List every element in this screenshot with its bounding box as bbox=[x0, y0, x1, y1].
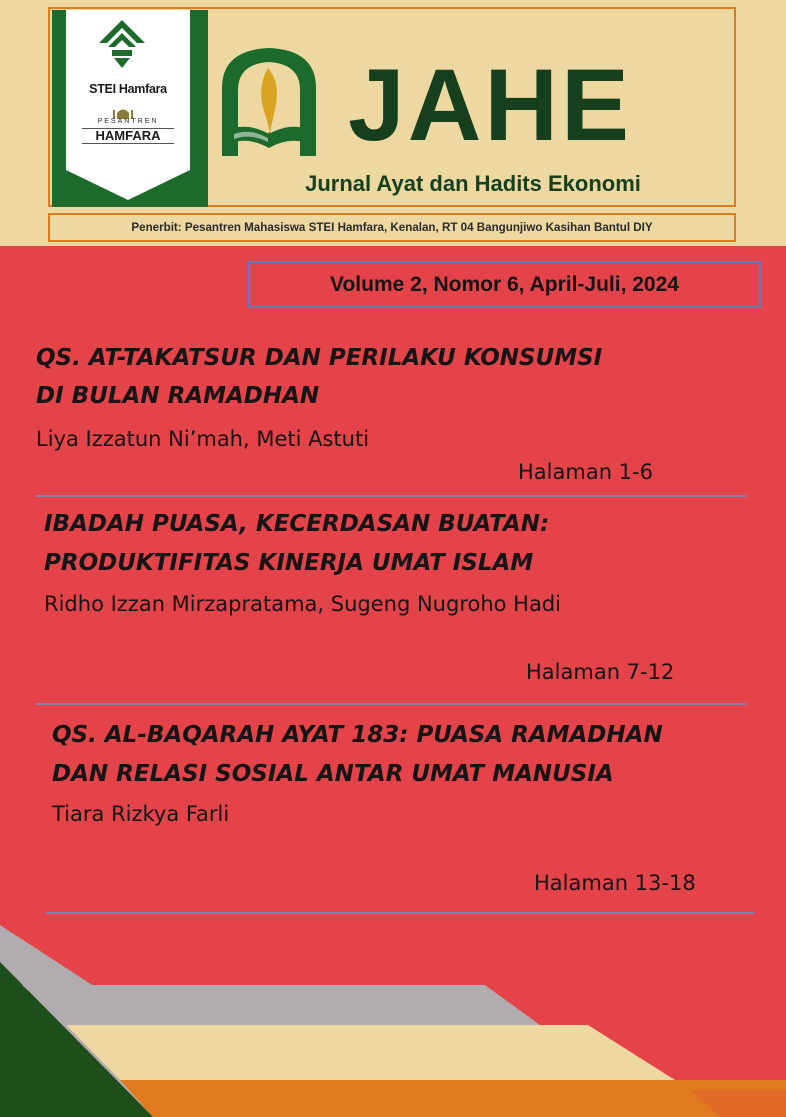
article-3-title-line-1: QS. AL-BAQARAH AYAT 183: PUASA RAMADHAN bbox=[52, 722, 663, 748]
article-1-pages: Halaman 1-6 bbox=[518, 460, 653, 484]
article-1-title-line-2: DI BULAN RAMADHAN bbox=[36, 383, 320, 409]
logo-hamfara-label: HAMFARA bbox=[82, 128, 174, 144]
article-divider-3 bbox=[46, 912, 754, 914]
journal-full-name: Jurnal Ayat dan Hadits Ekonomi bbox=[305, 171, 641, 196]
bottom-decorative-shapes bbox=[0, 925, 786, 1117]
article-2-authors: Ridho Izzan Mirzapratama, Sugeng Nugroho Hadi bbox=[44, 592, 562, 616]
stei-hamfara-logo-icon bbox=[99, 20, 145, 80]
jahe-emblem-icon bbox=[208, 44, 330, 158]
logo-pesantren-label: PESANTREN bbox=[97, 118, 159, 125]
article-1-title-line-1: QS. AT-TAKATSUR DAN PERILAKU KONSUMSI bbox=[36, 345, 603, 371]
article-2-pages: Halaman 7-12 bbox=[526, 660, 675, 684]
journal-acronym-title: JAHE bbox=[348, 48, 633, 162]
issue-volume-label: Volume 2, Nomor 6, April-Juli, 2024 bbox=[248, 261, 761, 308]
logo-institution-label: STEI Hamfara bbox=[89, 82, 167, 96]
article-2-title-line-1: IBADAH PUASA, KECERDASAN BUATAN: bbox=[44, 511, 550, 537]
article-3-pages: Halaman 13-18 bbox=[534, 871, 696, 895]
article-1-authors: Liya Izzatun Ni’mah, Meti Astuti bbox=[36, 427, 370, 451]
article-3-authors: Tiara Rizkya Farli bbox=[52, 802, 230, 826]
pesantren-mosque-icon bbox=[112, 105, 134, 119]
article-2-title-line-2: PRODUKTIFITAS KINERJA UMAT ISLAM bbox=[44, 550, 534, 576]
article-divider-1 bbox=[36, 495, 746, 497]
article-divider-2 bbox=[36, 703, 746, 705]
article-3-title-line-2: DAN RELASI SOSIAL ANTAR UMAT MANUSIA bbox=[52, 761, 614, 787]
publisher-line: Penerbit: Pesantren Mahasiswa STEI Hamfara, Kenalan, RT 04 Bangunjiwo Kasihan Bantul DIY bbox=[48, 213, 736, 242]
